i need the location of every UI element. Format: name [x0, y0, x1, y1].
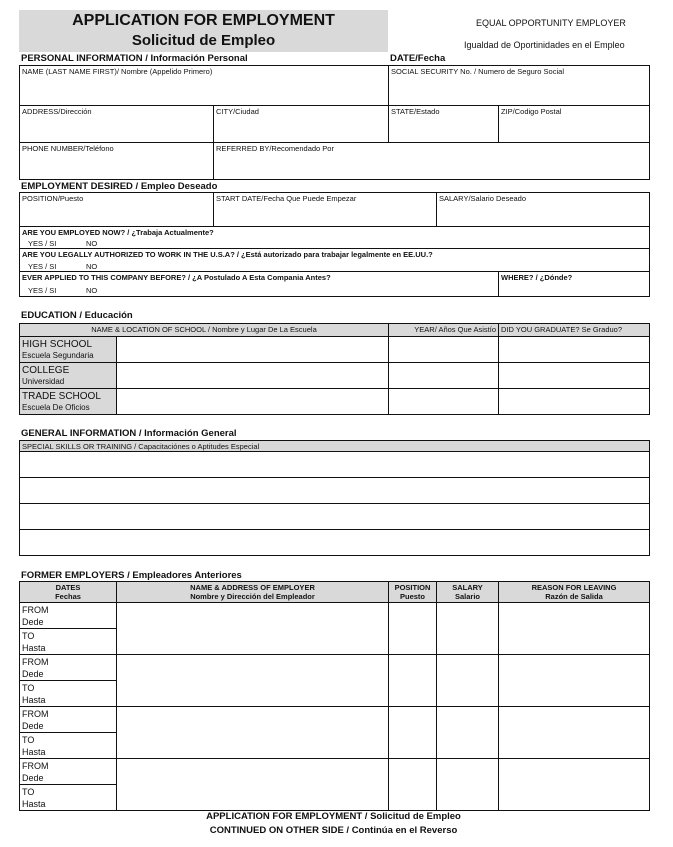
eoe-label-es: Igualdad de Oportinidades en el Empleo [464, 40, 625, 50]
fe-dates-label-es: Fechas [55, 592, 81, 601]
skills-line[interactable] [19, 503, 650, 530]
address-field[interactable] [19, 105, 214, 143]
applied-no-option[interactable]: NO [86, 286, 98, 295]
fe-to-label: TO [22, 631, 35, 641]
fe-reason-cell[interactable] [498, 758, 650, 811]
applied-before-row [19, 271, 499, 297]
address-label: ADDRESS/Dirección [22, 107, 92, 116]
ssn-field[interactable] [388, 65, 650, 106]
referred-label: REFERRED BY/Recomendado Por [216, 144, 334, 153]
zip-label: ZIP/Codigo Postal [501, 107, 562, 116]
fe-salary-cell[interactable] [436, 654, 499, 707]
form-title: APPLICATION FOR EMPLOYMENT [72, 12, 335, 29]
fe-position-cell[interactable] [388, 602, 437, 655]
where-field[interactable] [498, 271, 650, 297]
employment-section-title: EMPLOYMENT DESIRED / Empleo Deseado [21, 181, 218, 192]
edu-row-label [19, 336, 117, 363]
name-label: NAME (LAST NAME FIRST)/ Nombre (Appelido Primero) [22, 67, 213, 76]
fe-dates-label: DATES [55, 583, 81, 592]
skills-label: SPECIAL SKILLS OR TRAINING / Capacitaciónes o Aptitudes Especial [22, 442, 260, 451]
fe-from-label-es: Dede [22, 669, 44, 679]
fe-header-employer [116, 581, 389, 603]
edu-year-cell[interactable] [388, 388, 499, 415]
fe-salary-label: SALARY [452, 583, 483, 592]
fe-reason-label-es: Razón de Salida [545, 592, 603, 601]
edu-name-cell[interactable] [116, 362, 389, 389]
date-label: DATE/Fecha [390, 53, 446, 64]
fe-from-label: FROM [22, 761, 49, 771]
start-date-label: START DATE/Fecha Que Puede Empezar [216, 194, 357, 203]
fe-to-cell[interactable] [19, 628, 117, 655]
fe-position-label-es: Puesto [399, 592, 425, 601]
fe-salary-cell[interactable] [436, 758, 499, 811]
fe-position-cell[interactable] [388, 654, 437, 707]
salary-label: SALARY/Salario Deseado [439, 194, 526, 203]
edu-row-label [19, 388, 117, 415]
fe-header-salary [436, 581, 499, 603]
where-label: WHERE? / ¿Dónde? [501, 273, 573, 282]
fe-to-label-es: Hasta [22, 643, 46, 653]
fe-employer-cell[interactable] [116, 706, 389, 759]
eoe-label: EQUAL OPPORTUNITY EMPLOYER [476, 18, 626, 28]
fe-position-label: POSITION [394, 583, 431, 592]
skills-line[interactable] [19, 451, 650, 478]
applied-yes-option[interactable]: YES / SI [28, 286, 57, 295]
ssn-label: SOCIAL SECURITY No. / Numero de Seguro Social [391, 67, 564, 76]
edu-grad-cell[interactable] [498, 388, 650, 415]
fe-header-reason [498, 581, 650, 603]
fe-reason-cell[interactable] [498, 602, 650, 655]
fe-employer-cell[interactable] [116, 654, 389, 707]
edu-col-grad-label: DID YOU GRADUATE? Se Graduo? [501, 325, 623, 334]
fe-employer-cell[interactable] [116, 602, 389, 655]
state-label: STATE/Estado [391, 107, 440, 116]
edu-name-cell[interactable] [116, 336, 389, 363]
employed-yes-option[interactable]: YES / SI [28, 239, 57, 248]
fe-position-cell[interactable] [388, 758, 437, 811]
authorized-yes-option[interactable]: YES / SI [28, 262, 57, 271]
title-box [19, 10, 388, 52]
fe-header-dates [19, 581, 117, 603]
applied-before-label: EVER APPLIED TO THIS COMPANY BEFORE? / ¿A Postulado A Esta Compania Antes? [22, 273, 331, 282]
edu-col-year-label: YEAR/ Años Que Asistío [414, 325, 496, 334]
fe-reason-cell[interactable] [498, 706, 650, 759]
edu-header-year [388, 323, 499, 337]
fe-from-label-es: Dede [22, 617, 44, 627]
general-section-title: GENERAL INFORMATION / Información General [21, 428, 237, 439]
start-date-field[interactable] [213, 192, 437, 227]
fe-from-label: FROM [22, 709, 49, 719]
fe-to-label: TO [22, 787, 35, 797]
edu-level-en: COLLEGE [22, 365, 70, 376]
edu-level-es: Escuela De Oficios [22, 403, 90, 412]
fe-reason-cell[interactable] [498, 654, 650, 707]
fe-salary-cell[interactable] [436, 602, 499, 655]
zip-field[interactable] [498, 105, 650, 143]
fe-to-label: TO [22, 683, 35, 693]
salary-field[interactable] [436, 192, 650, 227]
position-label: POSITION/Puesto [22, 194, 84, 203]
fe-position-cell[interactable] [388, 706, 437, 759]
city-label: CITY/Ciudad [216, 107, 259, 116]
employed-now-row [19, 226, 650, 249]
skills-line[interactable] [19, 529, 650, 556]
phone-field[interactable] [19, 142, 214, 180]
edu-grad-cell[interactable] [498, 362, 650, 389]
fe-salary-cell[interactable] [436, 706, 499, 759]
referred-field[interactable] [213, 142, 650, 180]
edu-row-label [19, 362, 117, 389]
state-field[interactable] [388, 105, 499, 143]
edu-name-cell[interactable] [116, 388, 389, 415]
personal-section-title: PERSONAL INFORMATION / Información Personal [21, 53, 248, 64]
fe-from-label: FROM [22, 605, 49, 615]
fe-from-cell[interactable] [19, 602, 117, 629]
employed-no-option[interactable]: NO [86, 239, 98, 248]
fe-from-label: FROM [22, 657, 49, 667]
fe-from-cell[interactable] [19, 758, 117, 785]
authorized-label: ARE YOU LEGALLY AUTHORIZED TO WORK IN THE U.S.A? / ¿Está autorizado para trabajar legalmente en EE.UU.? [22, 250, 433, 259]
authorized-no-option[interactable]: NO [86, 262, 98, 271]
phone-label: PHONE NUMBER/Teléfono [22, 144, 114, 153]
footer-line-1: APPLICATION FOR EMPLOYMENT / Solicitud de Empleo [206, 811, 461, 822]
fe-salary-label-es: Salario [454, 592, 480, 601]
footer-line-2: CONTINUED ON OTHER SIDE / Continúa en el Reverso [209, 825, 458, 836]
fe-to-label-es: Hasta [22, 695, 46, 705]
former-section-title: FORMER EMPLOYERS / Empleadores Anteriores [21, 570, 242, 581]
fe-header-position [388, 581, 437, 603]
fe-to-cell[interactable] [19, 680, 117, 707]
skills-line[interactable] [19, 477, 650, 504]
edu-level-en: TRADE SCHOOL [22, 391, 101, 402]
fe-to-label: TO [22, 735, 35, 745]
edu-level-es: Escuela Segundaria [22, 351, 94, 360]
fe-from-cell[interactable] [19, 654, 117, 681]
edu-level-en: HIGH SCHOOL [22, 339, 93, 350]
city-field[interactable] [213, 105, 389, 143]
education-section-title: EDUCATION / Educación [21, 310, 133, 321]
fe-employer-cell[interactable] [116, 758, 389, 811]
edu-header-name [19, 323, 389, 337]
edu-year-cell[interactable] [388, 336, 499, 363]
position-field[interactable] [19, 192, 214, 227]
authorized-row [19, 248, 650, 272]
form-subtitle: Solicitud de Empleo [131, 32, 276, 49]
name-field[interactable] [19, 65, 389, 106]
fe-employer-label: NAME & ADDRESS OF EMPLOYER [190, 583, 315, 592]
fe-to-cell[interactable] [19, 784, 117, 811]
edu-grad-cell[interactable] [498, 336, 650, 363]
fe-from-label-es: Dede [22, 773, 44, 783]
fe-employer-label-es: Nombre y Dirección del Empleador [190, 592, 315, 601]
fe-from-cell[interactable] [19, 706, 117, 733]
fe-from-label-es: Dede [22, 721, 44, 731]
employed-now-label: ARE YOU EMPLOYED NOW? / ¿Trabaja Actualmente? [22, 228, 214, 237]
edu-col-name-label: NAME & LOCATION OF SCHOOL / Nombre y Lugar De La Escuela [91, 325, 317, 334]
fe-to-label-es: Hasta [22, 747, 46, 757]
edu-header-grad [498, 323, 650, 337]
fe-to-label-es: Hasta [22, 799, 46, 809]
fe-reason-label: REASON FOR LEAVING [531, 583, 617, 592]
edu-year-cell[interactable] [388, 362, 499, 389]
fe-to-cell[interactable] [19, 732, 117, 759]
edu-level-es: Universidad [22, 377, 65, 386]
